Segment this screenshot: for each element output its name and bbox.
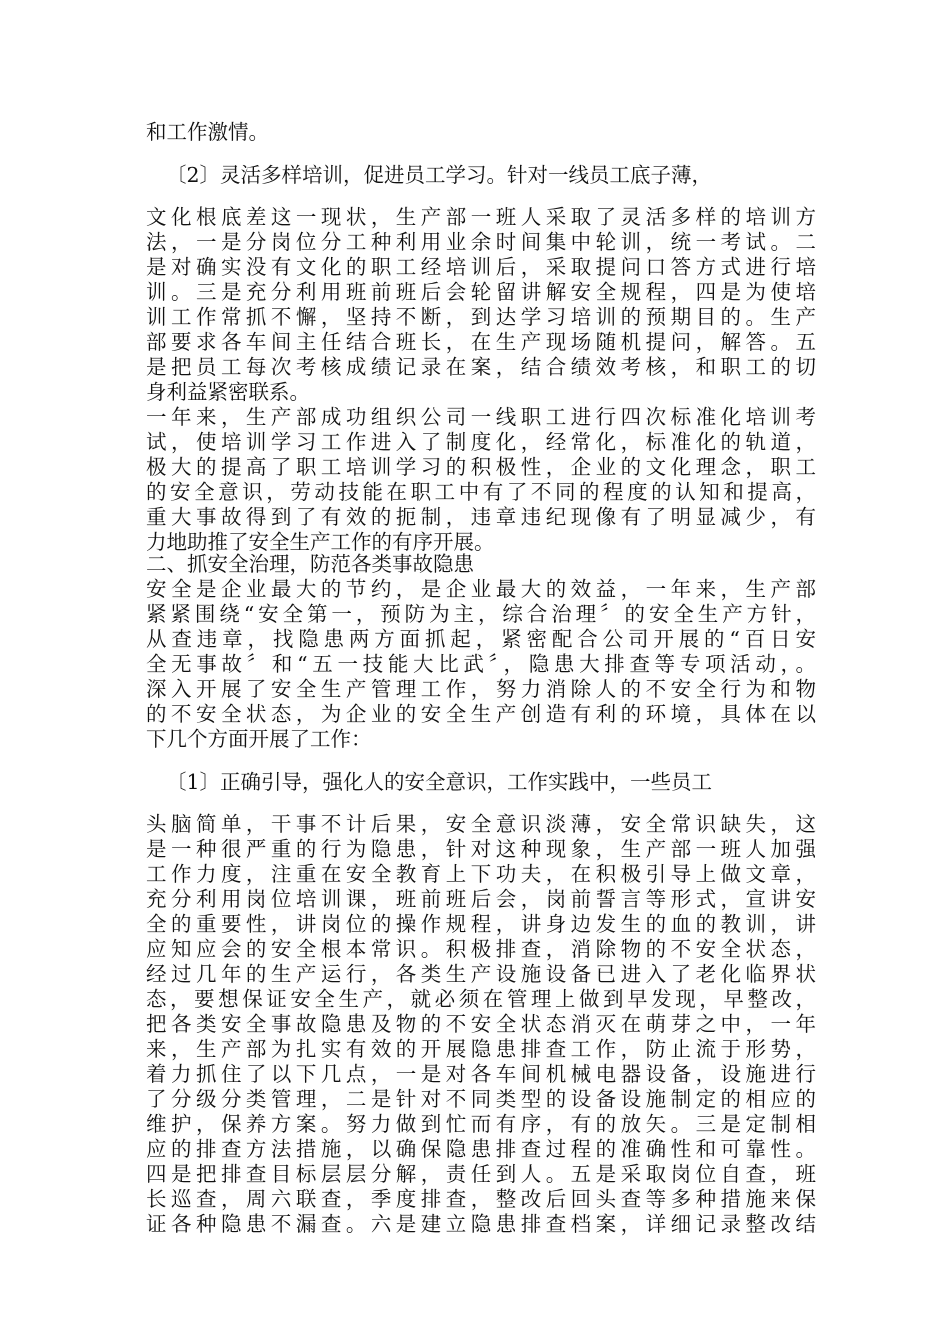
text-line: 文化根底差这一现状，生产部一班人采取了灵活多样的培训方 [146, 205, 816, 229]
text-line: 把各类安全事故隐患及物的不安全状态消灭在萌芽之中，一年 [146, 1012, 816, 1036]
text-line: 维护，保养方案。努力做到忙而有序，有的放矢。三是定制相 [146, 1112, 816, 1136]
text-line: 力地助推了安全生产工作的有序开展。 [146, 530, 495, 554]
text-line: 长巡查，周六联查，季度排查，整改后回头查等多种措施来保 [146, 1187, 816, 1211]
text-line: 经过几年的生产运行，各类生产设施设备已进入了老化临界状 [146, 962, 816, 986]
text-line: 工作力度，注重在安全教育上下功夫，在积极引导上做文章， [146, 862, 816, 886]
text-line: 头脑简单，干事不计后果，安全意识淡薄，安全常识缺失，这 [146, 812, 816, 836]
text-line: 深入开展了安全生产管理工作，努力消除人的不安全行为和物 [146, 677, 816, 701]
text-line: 〔1〕正确引导，强化人的安全意识，工作实践中，一些员工 [166, 770, 713, 794]
text-line: 法，一是分岗位分工种利用业余时间集中轮训，统一考试。二 [146, 230, 816, 254]
text-line: 是把员工每次考核成绩记录在案，结合绩效考核，和职工的切 [146, 355, 816, 379]
text-line: 的安全意识，劳动技能在职工中有了不同的程度的认知和提高， [146, 480, 816, 504]
text-line: 来，生产部为扎实有效的开展隐患排查工作，防止流于形势， [146, 1037, 816, 1061]
text-line: 是一种很严重的行为隐患，针对这种现象，生产部一班人加强 [146, 837, 816, 861]
text-line: 一年来，生产部成功组织公司一线职工进行四次标准化培训考 [146, 405, 816, 429]
text-line: 的不安全状态，为企业的安全生产创造有利的环境，具体在以 [146, 702, 816, 726]
text-line: 下几个方面开展了工作： [146, 727, 372, 751]
text-line: 了分级分类管理，二是针对不同类型的设备设施制定的相应的 [146, 1087, 816, 1111]
text-line: 应的排查方法措施，以确保隐患排查过程的准确性和可靠性。 [146, 1137, 816, 1161]
text-line: 身利益紧密联系。 [146, 380, 310, 404]
text-line: 应知应会的安全根本常识。积极排查，消除物的不安全状态， [146, 937, 816, 961]
text-line: 态，要想保证安全生产，就必须在管理上做到早发现，早整改， [146, 987, 816, 1011]
section-heading: 二、抓安全治理，防范各类事故隐患 [146, 552, 474, 576]
text-line: 全无事故〞和“五一技能大比武〞，隐患大排查等专项活动，。 [146, 652, 816, 676]
text-line: 〔2〕灵活多样培训，促进员工学习。针对一线员工底子薄， [166, 163, 713, 187]
text-line: 是对确实没有文化的职工经培训后，采取提问口答方式进行培 [146, 255, 816, 279]
text-line: 证各种隐患不漏查。六是建立隐患排查档案，详细记录整改结 [146, 1212, 816, 1236]
text-line: 四是把排查目标层层分解，责任到人。五是采取岗位自查，班 [146, 1162, 816, 1186]
text-line: 训。三是充分利用班前班后会轮留讲解安全规程，四是为使培 [146, 280, 816, 304]
text-line: 和工作激情。 [146, 120, 269, 144]
text-line: 部要求各车间主任结合班长，在生产现场随机提问，解答。五 [146, 330, 816, 354]
text-line: 极大的提高了职工培训学习的积极性，企业的文化理念，职工 [146, 455, 816, 479]
text-line: 着力抓住了以下几点，一是对各车间机械电器设备，设施进行 [146, 1062, 816, 1086]
text-line: 充分利用岗位培训课，班前班后会，岗前誓言等形式，宣讲安 [146, 887, 816, 911]
text-line: 安全是企业最大的节约，是企业最大的效益，一年来，生产部 [146, 577, 816, 601]
text-line: 紧紧围绕“安全第一，预防为主，综合治理〞的安全生产方针， [146, 602, 816, 626]
text-line: 从查违章，找隐患两方面抓起，紧密配合公司开展的“百日安 [146, 627, 816, 651]
text-line: 重大事故得到了有效的扼制，违章违纪现像有了明显减少，有 [146, 505, 816, 529]
text-line: 训工作常抓不懈，坚持不断，到达学习培训的预期目的。生产 [146, 305, 816, 329]
text-line: 全的重要性，讲岗位的操作规程，讲身边发生的血的教训，讲 [146, 912, 816, 936]
text-line: 试，使培训学习工作进入了制度化，经常化，标准化的轨道， [146, 430, 816, 454]
